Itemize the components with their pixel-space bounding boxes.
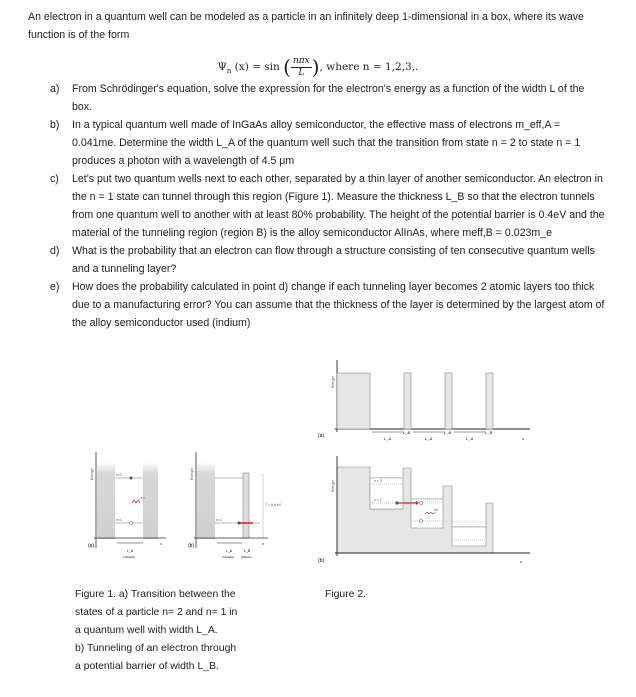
psi-symbol: Ψ — [217, 61, 227, 73]
x-axis-label: x — [522, 436, 524, 441]
question-text: What is the probability that an electron can flow through a structure consisting of ten consecutive quantum wells and a tunneling layer? — [72, 245, 595, 275]
x-axis-label: x — [262, 542, 264, 546]
panel-b-label: (b) — [318, 558, 325, 564]
n2-label: n=2 — [116, 473, 122, 477]
lb-label: L_B — [485, 430, 493, 435]
electron — [395, 501, 398, 504]
la-label: L_A — [425, 436, 433, 441]
la-label: L_A — [384, 436, 392, 441]
x-axis-label: x — [160, 542, 162, 546]
lb-label: L_B — [244, 549, 251, 553]
caption-line: b) Tunneling of an electron through — [75, 643, 237, 654]
question-label: a) — [50, 83, 60, 95]
energy-axis-label: Energie — [190, 467, 194, 480]
caption-line: a potential barrier of width L_B. — [75, 661, 219, 672]
la-material-label: (InGaAs) — [222, 555, 235, 559]
barrier — [445, 373, 452, 429]
question-label: d) — [50, 245, 60, 257]
question-label: e) — [50, 281, 60, 293]
caption-line: a quantum well with width L_A. — [75, 625, 218, 636]
question-text: From Schrödinger's equation, solve the expression for the electron's energy as a function of the width L of the box. — [72, 83, 585, 113]
x-axis-label: x — [520, 559, 522, 564]
caption-line: states of a particle n= 2 and n= 1 in — [75, 607, 238, 618]
panel-a-label: (a) — [88, 543, 95, 549]
photon-label: hν — [141, 496, 145, 500]
question-label: c) — [50, 173, 59, 185]
figure-1-caption — [75, 586, 237, 676]
caption-line: Figure 1. a) Transition between the — [75, 589, 236, 600]
figure-2-panel-a — [318, 360, 530, 441]
n1-label: n = 1 — [374, 498, 382, 502]
panel-b-label: (b) — [188, 543, 195, 549]
formula-lhs: (x) = sin — [234, 61, 280, 73]
question-text: How does the probability calculated in point d) change if each tunneling layer becomes 2 atomic layers too thick due to a manufacturing error? You can assume that the thickness of the layer is determined by the largest atom of the alloy semiconductor used (indium) — [72, 281, 605, 329]
la-material-label: (InGaAs) — [123, 555, 136, 559]
barrier — [404, 373, 411, 429]
figure-2-caption: Figure 2. — [325, 589, 367, 600]
panel-a-label: (a) — [318, 433, 325, 439]
psi-subscript: n — [226, 67, 232, 76]
question-label: b) — [50, 119, 60, 131]
bulk-barrier — [337, 373, 370, 429]
state — [419, 501, 422, 504]
lb-label: L_B — [444, 430, 452, 435]
fraction-numerator: nπx — [292, 55, 310, 66]
well-3-interior — [452, 527, 486, 546]
intro-paragraph: An electron in a quantum well can be modeled as a particle in an infinitely deep 1-dimensional in a box, where its wave function is of the form — [28, 11, 584, 41]
energy-axis-label: Energie — [90, 467, 94, 480]
photon-label: hν — [434, 507, 439, 512]
la-label: L_A — [127, 549, 134, 553]
barrier — [486, 373, 493, 429]
figure-2-panel-b — [318, 456, 530, 564]
state — [419, 519, 422, 522]
n2-label: n = 2 — [374, 479, 382, 483]
n1-label: n=1 — [216, 518, 222, 522]
barrier-height-label: T = 0.4 eV — [265, 503, 282, 507]
fraction-denominator: L — [298, 67, 305, 78]
wave-function-formula: $\Psi_n$ (x) = sin ( $\frac{\text{nπx}}{L}$ ), where n = 1,2,3,. — [217, 55, 419, 79]
lb-material-label: (AlInAs) — [241, 555, 252, 559]
question-text: In a typical quantum well made of InGaAs alloy semiconductor, the effective mass of electrons m_eff,A = 0.041me. Determine the width L_A of the quantum well such that the transition from state n = 2 to state n = 1 produces a photon with a wavelength of 4.5 μm — [72, 119, 581, 167]
la-label: L_A — [226, 549, 233, 553]
question-text: Let's put two quantum wells next to each other, separated by a thin layer of another semiconductor. An electron in the n = 1 state can tunnel through this region (Figure 1). Measure the thickness L_B so that the electron tunnels from one quantum well to another with at least 80% probability. The height of the potential barrier is 0.4eV and the material of the tunneling region (region B) is the alloy semiconductor AlInAs, where meff,B = 0.023m_e — [72, 173, 605, 239]
n1-label: n=1 — [116, 518, 122, 522]
energy-axis-label: Energie — [331, 479, 335, 492]
la-label: L_A — [466, 436, 474, 441]
energy-axis-label: Energie — [331, 375, 335, 388]
formula-rhs: , where n = 1,2,3,. — [319, 61, 419, 73]
lb-label: L_B — [403, 430, 411, 435]
